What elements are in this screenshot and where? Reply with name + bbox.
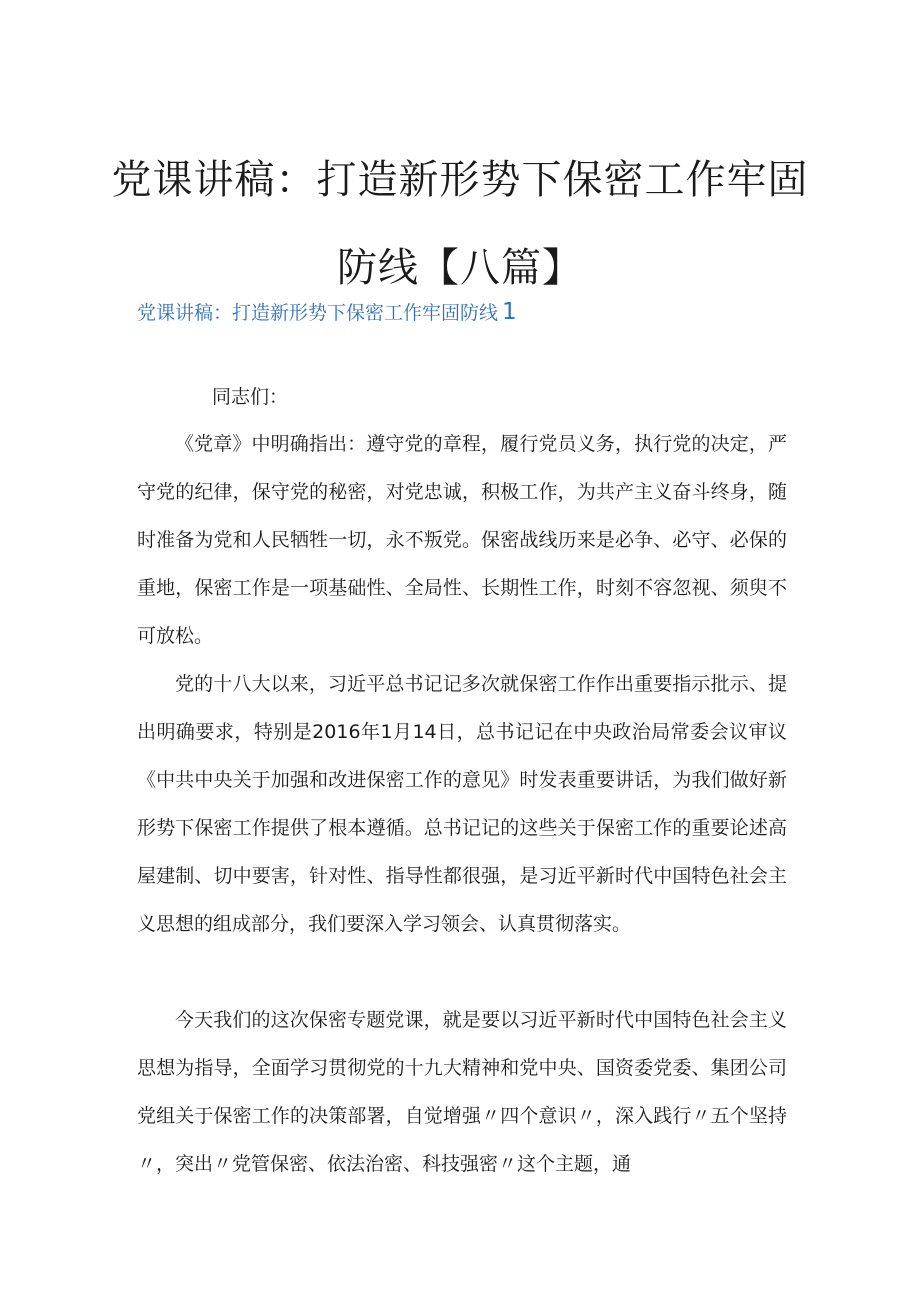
document-title-line-1: 党课讲稿：打造新形势下保密工作牢固	[111, 157, 809, 203]
section-heading-text: 党课讲稿：打造新形势下保密工作牢固防线	[137, 302, 499, 324]
section-number: 1	[502, 299, 517, 325]
paragraph-2: 党的十八大以来，习近平总书记记多次就保密工作作出重要指示批示、提出明确要求，特别是2016年1月14日，总书记记在中央政治局常委会议审议《中共中央关于加强和改进保密工作的意见》时发表重要讲话，为我们做好新形势下保密工作提供了根本遵循。总书记记的这些关于保密工作的重要论述高屋建制、切中要害，针对性、指导性都很强，是习近平新时代中国特色社会主义思想的组成部分，我们要深入学习领会、认真贯彻落实。	[137, 673, 787, 935]
salutation: 同志们：	[212, 386, 289, 408]
section-heading	[137, 298, 517, 325]
paragraph-1: 《党章》中明确指出：遵守党的章程，履行党员义务，执行党的决定，严守党的纪律，保守党的秘密，对党忠诚，积极工作，为共产主义奋斗终身，随时准备为党和人民牺牲一切，永不叛党。保密战线历来是必争、必守、必保的重地，保密工作是一项基础性、全局性、长期性工作，时刻不容忽视、须臾不可放松。	[137, 433, 787, 647]
paragraph-3: 今天我们的这次保密专题党课，就是要以习近平新时代中国特色社会主义思想为指导，全面学习贯彻党的十九大精神和党中央、国资委党委、集团公司党组关于保密工作的决策部署，自觉增强〃四个意识〃，深入践行〃五个坚持〃，突出〃党管保密、依法治密、科技强密〃这个主题，通	[137, 1009, 787, 1175]
document-title-line-2: 防线【八篇】	[337, 245, 583, 291]
